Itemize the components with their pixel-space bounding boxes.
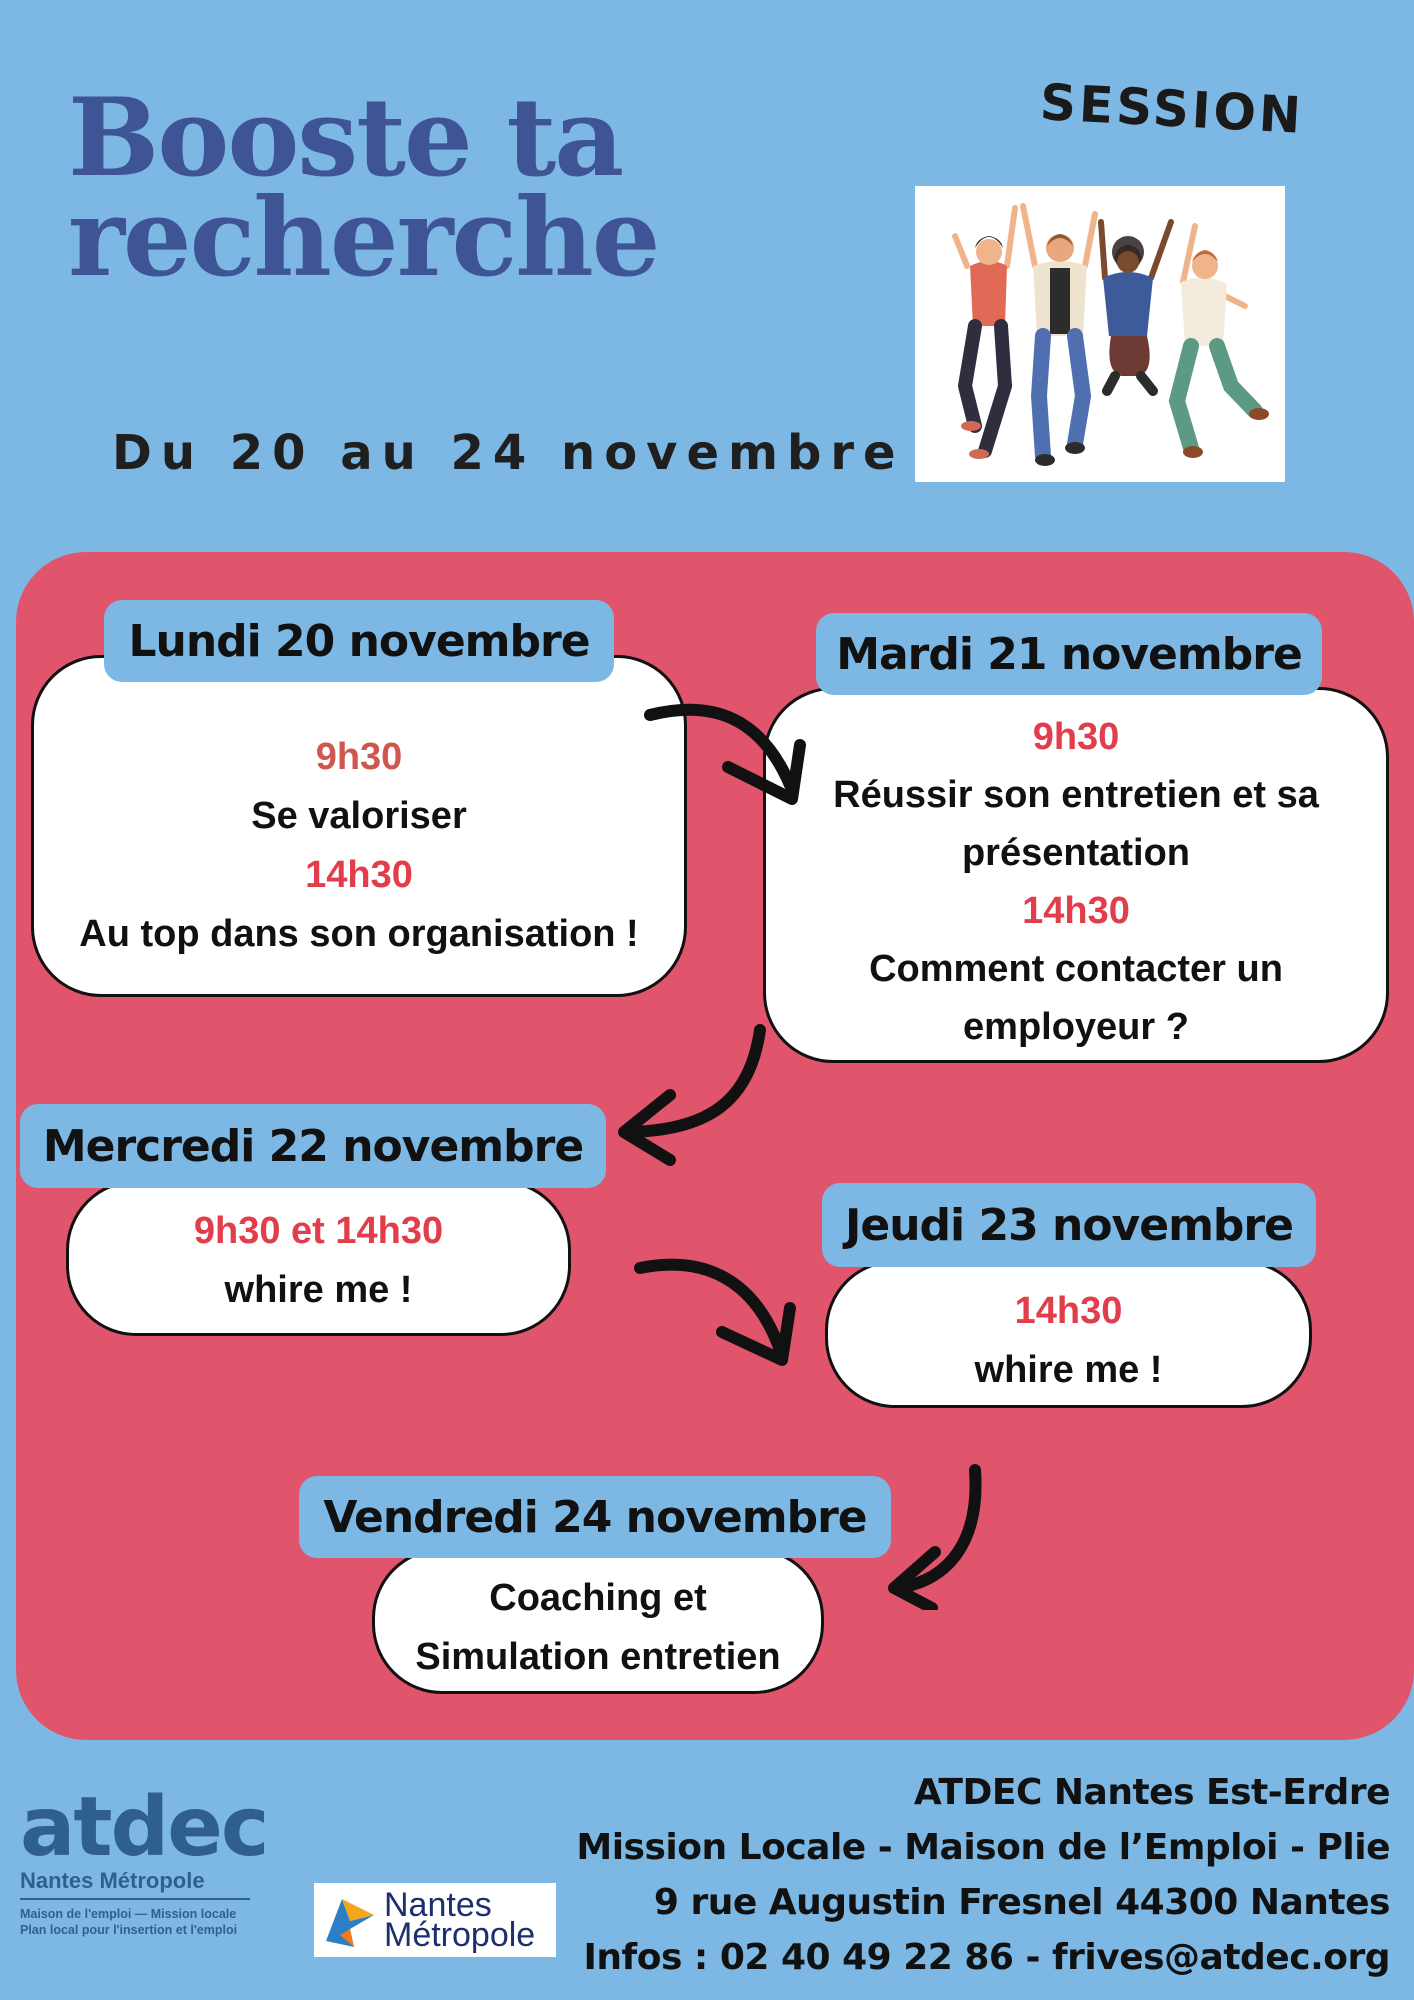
- thursday-day-label: Jeudi 23 novembre: [822, 1183, 1316, 1267]
- atdec-logo-tagline: Plan local pour l'insertion et l'emploi: [20, 1923, 238, 1937]
- nantes-metropole-logo: [314, 1883, 556, 1957]
- contact-services: Mission Locale - Maison de l’Emploi - Plie: [576, 1827, 1390, 1868]
- session-title: Se valoriser: [251, 795, 467, 837]
- arrow-icon: [630, 1250, 800, 1370]
- nantes-logo-line1: Nantes: [384, 1886, 492, 1924]
- celebrating-people-illustration: [915, 186, 1285, 482]
- session-title: Simulation entretien: [415, 1636, 781, 1678]
- atdec-logo: [20, 1780, 268, 1938]
- star-icon: [320, 1891, 378, 1949]
- contact-info: [576, 1765, 1390, 1985]
- wednesday-session-box: [66, 1180, 571, 1336]
- session-title: employeur ?: [963, 1006, 1189, 1048]
- friday-day-label: Vendredi 24 novembre: [299, 1476, 891, 1558]
- atdec-logo-subtitle: Nantes Métropole: [20, 1868, 250, 1900]
- nantes-logo-line2: Métropole: [384, 1916, 536, 1954]
- session-title: présentation: [961, 832, 1191, 874]
- arrow-icon: [880, 1460, 1000, 1610]
- date-range: Du 20 au 24 novembre: [112, 425, 905, 481]
- monday-day-label: Lundi 20 novembre: [104, 600, 614, 682]
- tuesday-day-label: Mardi 21 novembre: [816, 613, 1322, 695]
- session-title: whire me !: [224, 1269, 413, 1311]
- page-title: [68, 75, 659, 301]
- title-line-1: Booste ta: [68, 75, 623, 201]
- session-title: Coaching et: [489, 1577, 707, 1619]
- title-line-2: recherche: [68, 175, 659, 301]
- contact-phone-email: Infos : 02 40 49 22 86 - frives@atdec.org: [583, 1937, 1390, 1978]
- contact-organisation: ATDEC Nantes Est-Erdre: [913, 1772, 1390, 1813]
- session-title: Au top dans son organisation !: [79, 913, 639, 955]
- contact-address: 9 rue Augustin Fresnel 44300 Nantes: [653, 1882, 1390, 1923]
- session-title: Réussir son entretien et sa: [833, 774, 1319, 816]
- arrow-icon: [640, 695, 810, 815]
- session-label: SESSION: [1038, 73, 1306, 145]
- session-time: 14h30: [1014, 1290, 1123, 1332]
- atdec-logo-name: atdec: [20, 1780, 268, 1875]
- session-time: 9h30: [315, 736, 403, 778]
- atdec-logo-tagline: Maison de l'emploi — Mission locale: [20, 1907, 237, 1921]
- arrow-icon: [610, 1020, 780, 1170]
- session-time: 9h30: [1032, 716, 1120, 758]
- session-title: whire me !: [974, 1349, 1163, 1391]
- session-title: Comment contacter un: [869, 948, 1283, 990]
- friday-session-box: [372, 1548, 824, 1694]
- session-time: 14h30: [305, 854, 413, 896]
- thursday-session-box: [825, 1260, 1312, 1408]
- tuesday-session-box: [763, 687, 1389, 1063]
- monday-session-box: [31, 655, 687, 997]
- session-time: 9h30 et 14h30: [193, 1210, 444, 1252]
- wednesday-day-label: Mercredi 22 novembre: [20, 1104, 606, 1188]
- session-time: 14h30: [1022, 890, 1130, 932]
